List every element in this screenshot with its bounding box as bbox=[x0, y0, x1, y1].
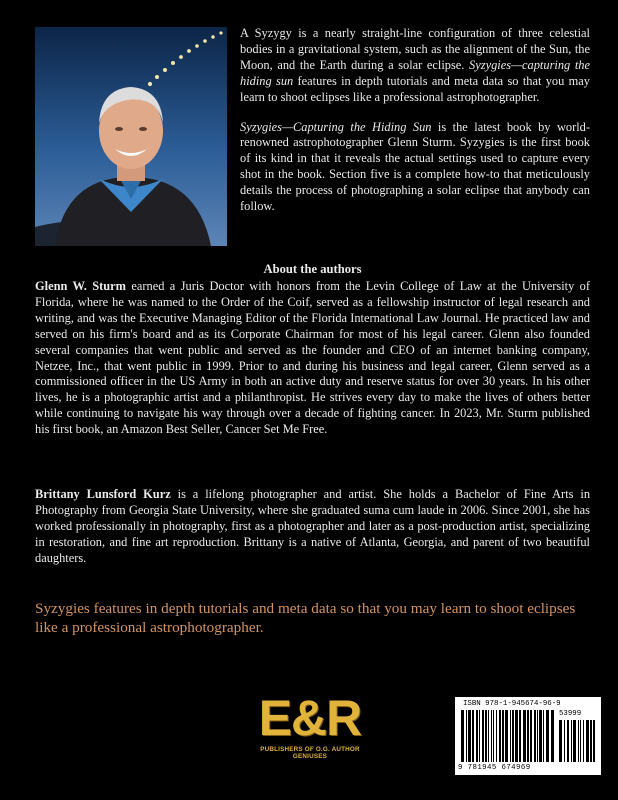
barcode-bar bbox=[510, 710, 511, 762]
glenn-sturm-bio-text: earned a Juris Doctor with honors from the Levin College of Law at the University of Florida, where he was named to the Order of the Coif, served as a fellowship instructor of legal research and writing, and was the Executive Managing Editor of the Florida International Law Journal. He practiced law and served on his firm's board and as its Corporate Chairman for most of his legal career. Glenn also founded several companies that went public and served as the founder and CEO of an internet banking company, Netzee, Inc., that went public in 1999. Prior to and during his business and legal career, Glenn served as a commissioned officer in the US Army in both an active duty and reserve status for over 30 years. In his other lives, he is a photographic artist and a philanthropist. He strives every day to make the lives of others better while continuing to navigate his way through over a decade of fighting cancer. In 2023, Mr. Sturm published his first book, an Amazon Best Seller, Cancer Set Me Free. bbox=[35, 279, 590, 437]
barcode-digits: 9 781945 674969 bbox=[458, 764, 531, 772]
publisher-tagline: PUBLISHERS OF O.G. AUTHOR GENIUSES bbox=[260, 746, 360, 760]
intro-paragraph-2 bbox=[240, 120, 590, 215]
about-authors-heading: About the authors bbox=[263, 262, 362, 276]
intro-paragraph-1 bbox=[240, 26, 590, 106]
barcode-bar bbox=[515, 710, 518, 762]
barcode-bar bbox=[590, 720, 592, 762]
barcode-bar bbox=[593, 720, 595, 762]
brittany-kurz-bio bbox=[35, 487, 590, 567]
barcode-bar bbox=[527, 710, 529, 762]
barcode-bar bbox=[491, 710, 492, 762]
barcode-bar bbox=[586, 720, 589, 762]
isbn-label: ISBN 978-1-945674-96-9 bbox=[463, 700, 561, 708]
barcode-bar bbox=[485, 710, 487, 762]
barcode-bar bbox=[578, 720, 579, 762]
barcode-bar bbox=[482, 710, 484, 762]
barcode-bar bbox=[537, 710, 538, 762]
barcode-bar bbox=[496, 710, 497, 762]
intro-p2-book-title: Syzygies—Capturing the Hiding Sun bbox=[240, 119, 432, 134]
barcode-bar bbox=[519, 710, 521, 762]
ean-barcode-bars bbox=[461, 710, 555, 762]
barcode-bar bbox=[512, 710, 514, 762]
intro-p1-text-a: A Syzygy is a nearly straight-line configuration of three celestial bodies in a gravitational system, such as the alignment of the Sun, the Moon, and the Earth during a solar eclipse. bbox=[240, 26, 590, 72]
brittany-kurz-bio-text: is a lifelong photographer and artist. She holds a Bachelor of Fine Arts in Photography from Georgia State University, where she graduated suma cum laude in 2006. Since 2001, she has worked professionally in photography, first as a photographer and later as a post-production artist, specializing in restoration, and fine art reproduction. Brittany is a native of Atlanta, Georgia, and parent of two beautiful daughters. bbox=[35, 487, 591, 565]
price-addon-code: 53999 bbox=[559, 710, 582, 718]
barcode-bar bbox=[472, 710, 474, 762]
barcode-bar bbox=[461, 710, 464, 762]
barcode-bar bbox=[551, 710, 554, 762]
intro-p1-book-title: Syzygies—capturing the hiding sun bbox=[240, 57, 590, 88]
barcode-bar bbox=[583, 720, 584, 762]
barcode-bar bbox=[559, 720, 562, 762]
barcode-bar bbox=[543, 710, 544, 762]
addon-barcode-bars bbox=[559, 720, 595, 762]
barcode-bar bbox=[567, 720, 569, 762]
barcode-bar bbox=[546, 710, 549, 762]
barcode-bar bbox=[493, 710, 494, 762]
barcode-bar bbox=[488, 710, 489, 762]
barcode-bar bbox=[539, 710, 542, 762]
intro-section bbox=[240, 26, 590, 215]
barcode-bar bbox=[502, 710, 504, 762]
highlight-blurb: Syzygies features in depth tutorials and meta data so that you may learn to shoot eclipses like a professional astrophotographer. bbox=[35, 600, 576, 636]
glenn-sturm-bio bbox=[35, 279, 590, 438]
barcode-bar bbox=[479, 710, 480, 762]
barcode-bar bbox=[466, 710, 467, 762]
barcode-bar bbox=[573, 720, 576, 762]
isbn-barcode bbox=[455, 697, 601, 775]
barcode-bar bbox=[476, 710, 478, 762]
brittany-kurz-name: Brittany Lunsford Kurz bbox=[35, 487, 171, 501]
glenn-sturm-name: Glenn W. Sturm bbox=[35, 279, 126, 293]
barcode-bar bbox=[505, 710, 508, 762]
publisher-logo bbox=[248, 690, 372, 776]
author-portrait-illustration bbox=[35, 27, 227, 246]
barcode-bar bbox=[499, 710, 501, 762]
barcode-bar bbox=[580, 720, 581, 762]
intro-p1-text-b: features in depth tutorials and meta data so that you may learn to shoot eclipses like a professional astrophotographer. bbox=[240, 73, 590, 104]
publisher-logo-mark: E&R bbox=[258, 690, 362, 746]
barcode-bar bbox=[571, 720, 572, 762]
barcode-bar bbox=[564, 720, 565, 762]
author-photo bbox=[35, 27, 227, 246]
barcode-bar bbox=[534, 710, 536, 762]
barcode-bar bbox=[530, 710, 532, 762]
intro-p2-text: is the latest book by world-renowned astrophotographer Glenn Sturm. Syzygies is the first book of its kind in that it reveals the actual settings used to capture every shot in the book. Section five is a complete how-to that meticulously details the process of photographing a solar eclipse that anybody can follow. bbox=[240, 119, 590, 214]
barcode-bar bbox=[523, 710, 526, 762]
barcode-bar bbox=[468, 710, 471, 762]
